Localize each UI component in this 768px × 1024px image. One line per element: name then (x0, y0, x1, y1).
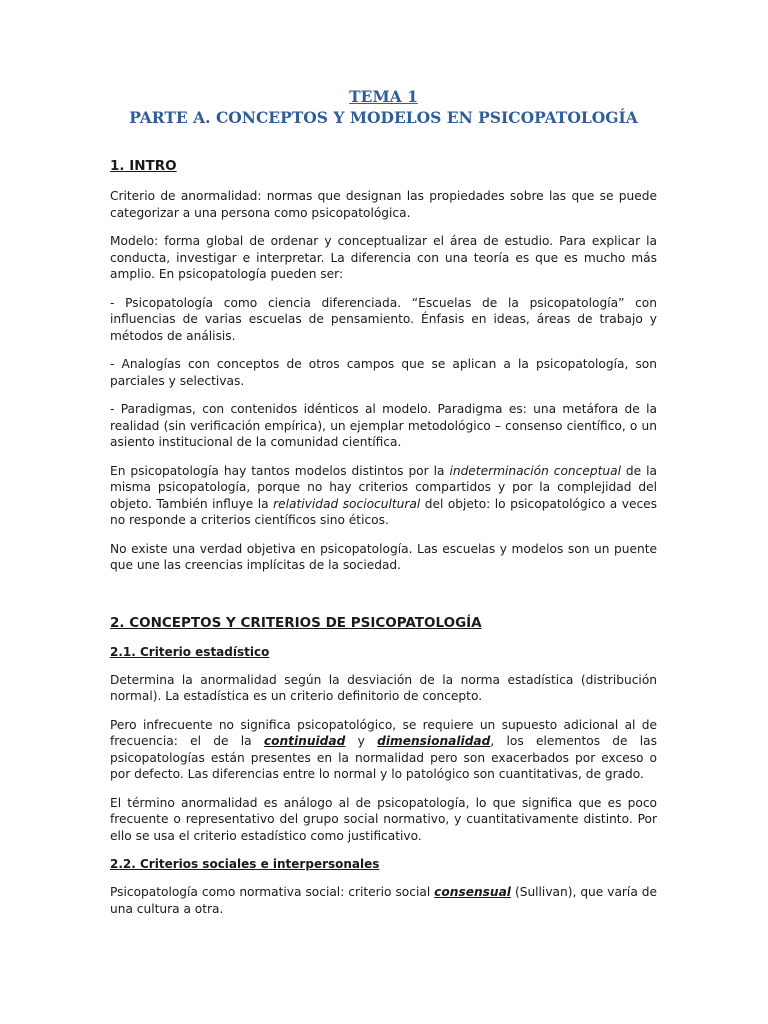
subsection-2-1-heading: 2.1. Criterio estadístico (110, 644, 270, 659)
title-line-1: TEMA 1 (349, 87, 418, 106)
emphasis-consensual: consensual (434, 885, 511, 899)
document-body (110, 86, 657, 917)
text-run: Pero infrecuente no significa psicopatológico, se requiere un supuesto adicional al de frecuencia: el de la (110, 717, 657, 748)
paragraph-normativa-social (110, 884, 657, 917)
subsection-2-2-heading: 2.2. Criterios sociales e interpersonales (110, 857, 380, 871)
paragraph-analogias: - Analogías con conceptos de otros campos que se aplican a la psicopatología, son parciales y selectivas. (110, 357, 657, 388)
text-run: y (345, 734, 378, 748)
emphasis-dimensionalidad: dimensionalidad (377, 734, 491, 748)
emphasis-relatividad: relatividad sociocultural (273, 496, 421, 511)
text-run: En psicopatología hay tantos modelos distintos por la (110, 463, 450, 478)
emphasis-indeterminacion: indeterminación conceptual (449, 463, 621, 478)
text-run: Psicopatología como normativa social: criterio social (110, 885, 435, 899)
paragraph-modelos-distintos (110, 463, 657, 529)
paragraph-anormalidad: El término anormalidad es análogo al de psicopatología, lo que significa que es poco frecuente o representativo del grupo social normativo, y cuantitativamente distinto. Por ello se usa el criterio estadístico como justificativo. (110, 795, 657, 843)
document-title (110, 86, 657, 128)
paragraph-infrecuente (110, 717, 657, 783)
section-2-heading: 2. CONCEPTOS Y CRITERIOS DE PSICOPATOLOGÍA (110, 614, 482, 631)
text-run: , los elementos de las psicopatologías están presentes en la normalidad pero son exacerbados por exceso o por defecto. Las diferencias entre lo normal y lo patológico son cuantitativas, de grado. (110, 734, 658, 781)
paragraph-paradigmas: - Paradigmas, con contenidos idénticos al modelo. Paradigma es: una metáfora de la realidad (sin verificación empírica), un ejemplar metodológico – consenso científico, o un asiento institucional de la comunidad científica. (110, 402, 657, 449)
text-run: del objeto: lo psicopatológico a veces no responde a criterios científicos sino éticos. (110, 496, 657, 527)
emphasis-continuidad: continuidad (263, 734, 346, 748)
paragraph-determina: Determina la anormalidad según la desviación de la norma estadística (distribución normal). La estadística es un criterio definitorio de concepto. (110, 672, 657, 703)
paragraph-verdad-objetiva: No existe una verdad objetiva en psicopatología. Las escuelas y modelos son un puente que une las creencias implícitas de la sociedad. (110, 541, 657, 572)
paragraph-modelo: Modelo: forma global de ordenar y conceptualizar el área de estudio. Para explicar la conducta, investigar e interpretar. La diferencia con una teoría es que es mucho más amplio. En psicopatología pueden ser: (110, 234, 657, 281)
section-1-heading: 1. INTRO (110, 158, 177, 174)
paragraph-ciencia: - Psicopatología como ciencia diferenciada. “Escuelas de la psicopatología” con influencias de varias escuelas de pensamiento. Énfasis en ideas, áreas de trabajo y métodos de análisis. (110, 295, 657, 343)
title-line-2: PARTE A. CONCEPTOS Y MODELOS EN PSICOPATOLOGÍA (129, 108, 638, 127)
text-run: (Sullivan), que varía de una cultura a otra. (110, 885, 657, 916)
paragraph-criterio: Criterio de anormalidad: normas que designan las propiedades sobre las que se puede categorizar a una persona como psicopatológica. (110, 189, 657, 220)
text-run: de la misma psicopatología, porque no hay criterios compartidos y por la complejidad del objeto. También influye la (110, 463, 657, 511)
